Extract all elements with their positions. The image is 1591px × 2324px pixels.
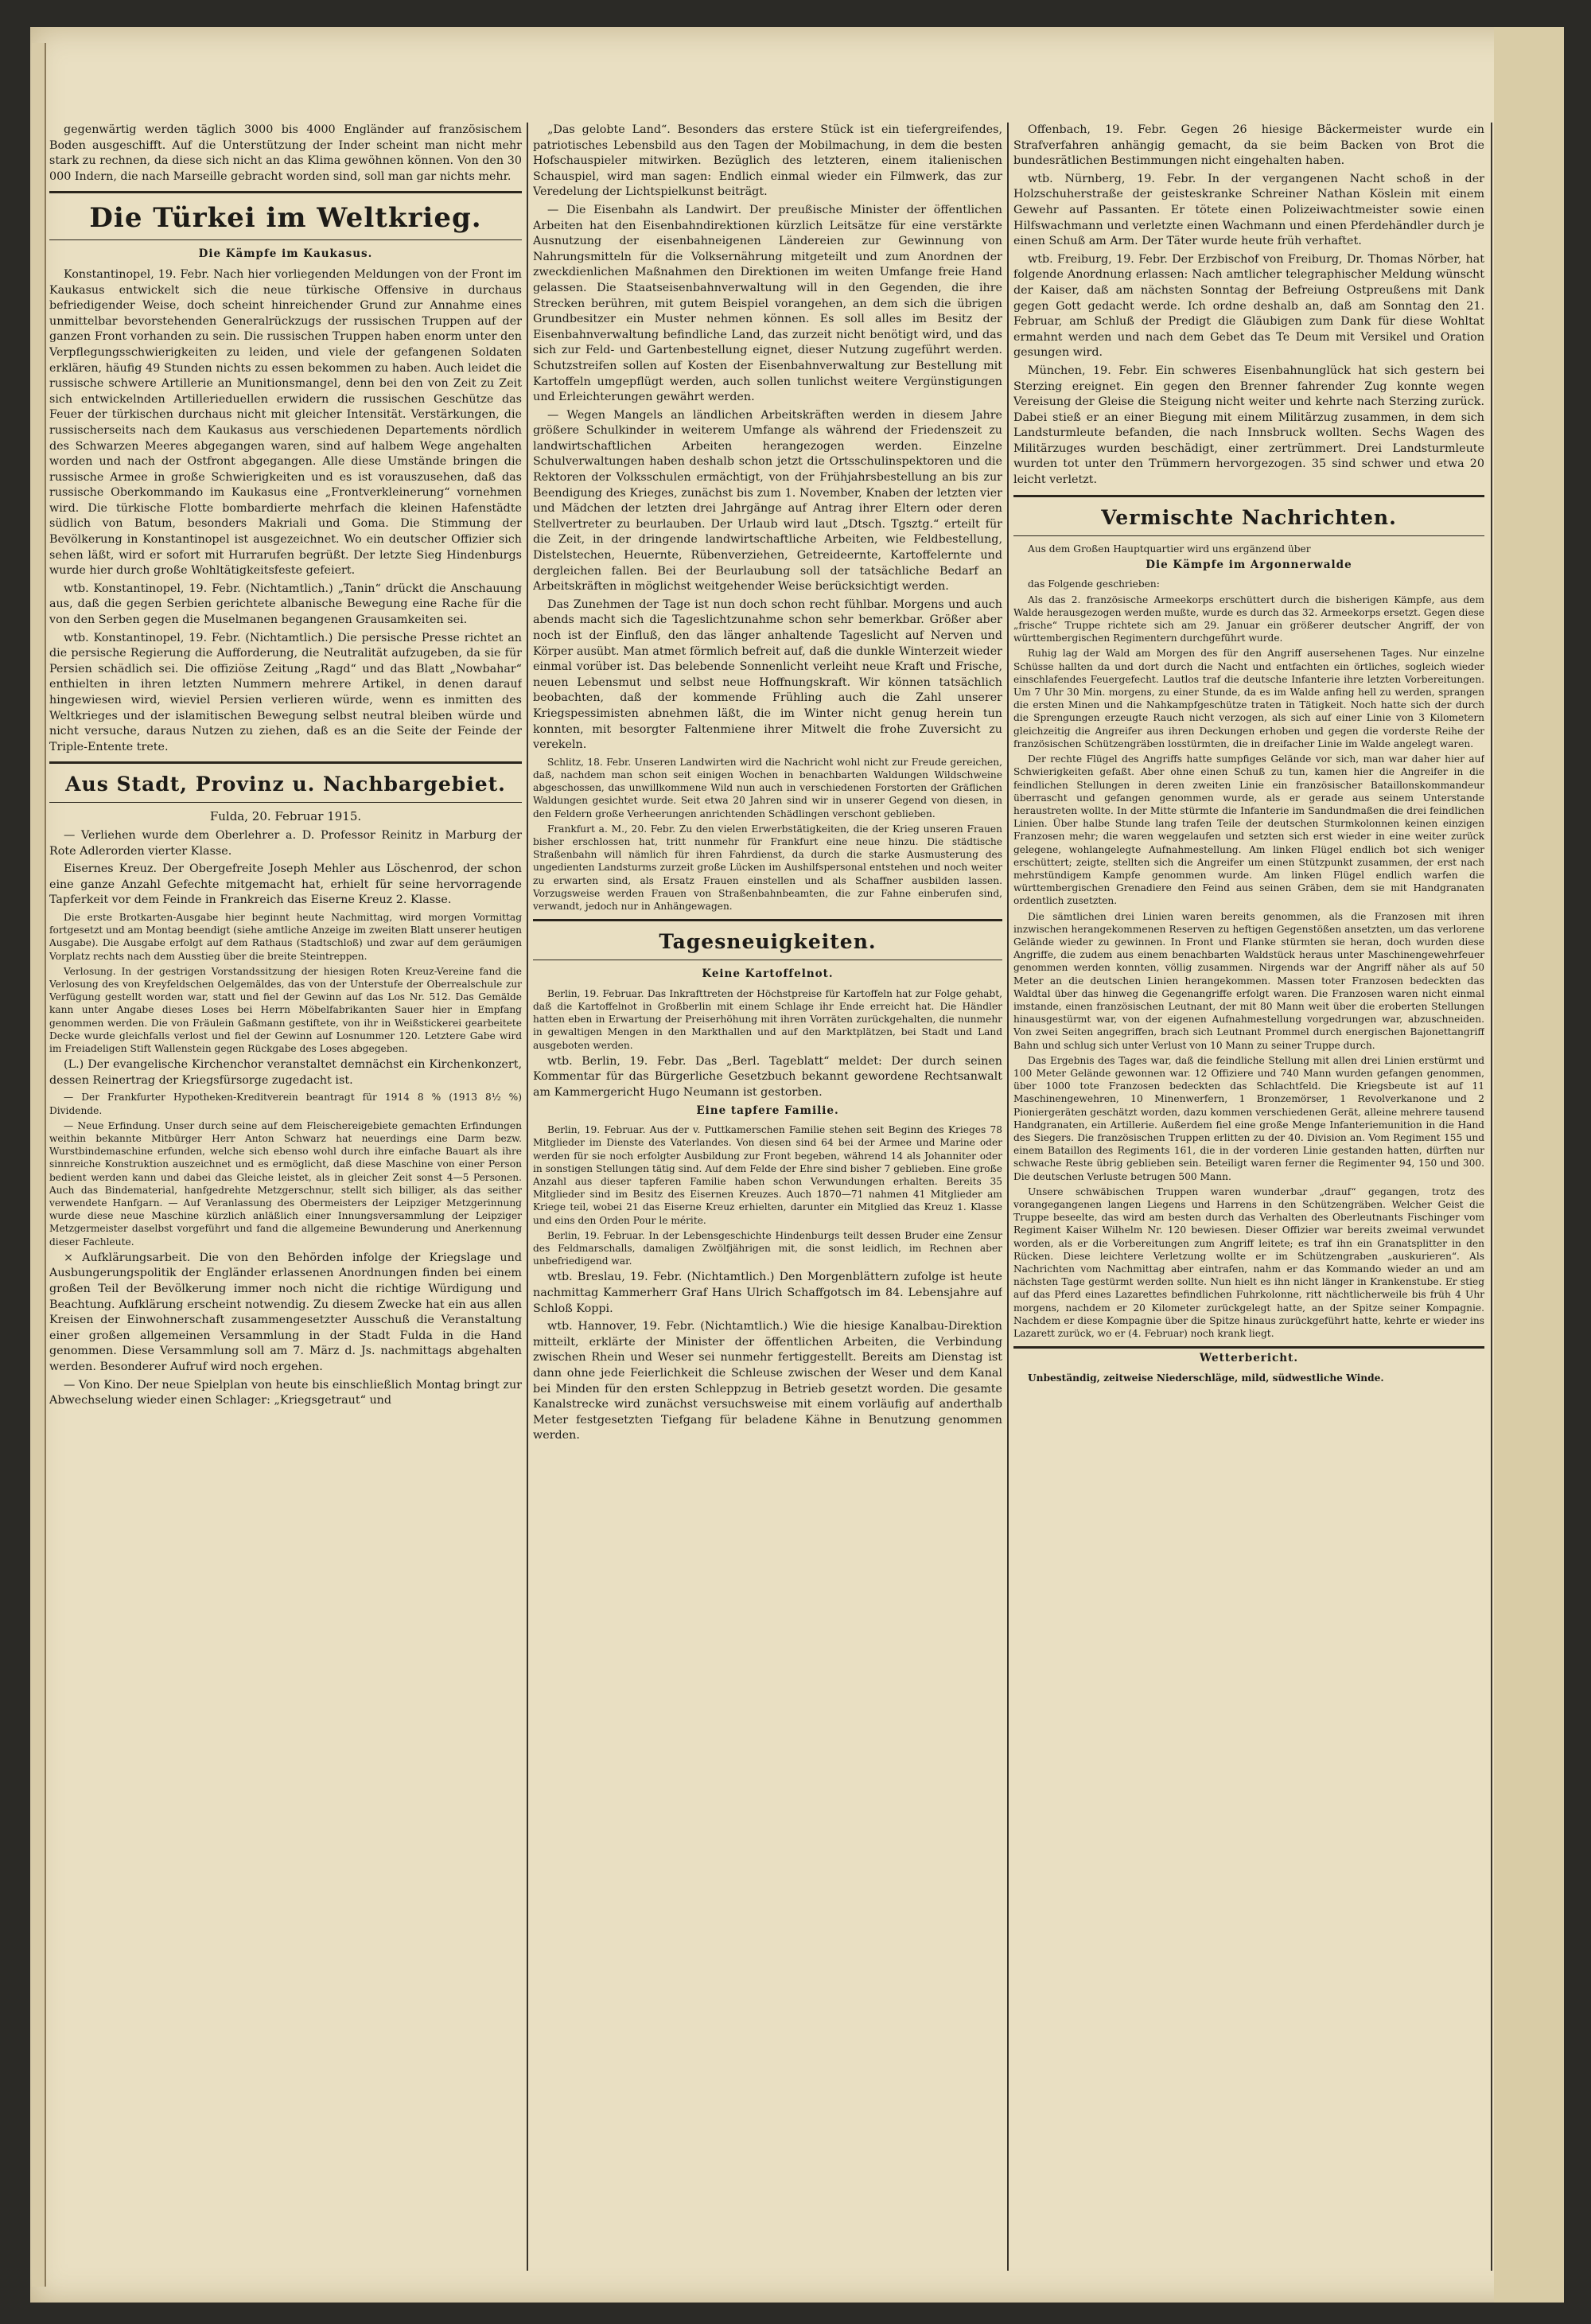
divider xyxy=(1013,1346,1484,1349)
divider xyxy=(49,761,522,764)
article-paragraph: Konstantinopel, 19. Febr. Nach hier vorliegenden Meldungen von der Front im Kaukasus entwickelt sich die neue türkische Offensive in durchaus befriedigender Weise, doch scheint hinreichender Grund zur Annahme eines unmittelbar bevorstehenden Generalrückzugs der russischen Truppen auf der ganzen Front vorhanden zu sein. Die russischen Truppen haben enorm unter den Verpflegungsschwierigkeiten zu leiden, und viele der gefangenen Soldaten erklären, häufig 49 Stunden nichts zu essen bekommen zu haben. Auch leidet die russische schwere Artillerie an Munitionsmangel, denn bei den von Zeit zu Zeit sich entwickelnden Artillerieduellen erwidern die russischen Geschütze das Feuer der türkischen durchaus nicht mit gleicher Intensität. Verstärkungen, die russischerseits nach dem Kaukasus aus verschiedenen Departements nördlich des Schwarzen Meeres abgegangen waren, sind auf halbem Wege angehalten worden und nach der Ostfront abgegangen. Alle diese Umstände bringen die russische Armee in große Schwierigkeiten und es ist vorauszusehen, daß das russische Oberkommando im Kaukasus eine „Frontverkleinerung“ vornehmen wird. Die türkische Flotte bombardierte mehrfach die kleinen Hafenstädte südlich von Batum, besonders Makriali und Goma. Die Stimmung der Bevölkerung in Konstantinopel ist ausgezeichnet. Wo ein deutscher Offizier sich sehen läßt, wird er sofort mit Hurrarufen begrüßt. Der letzte Sieg Hindenburgs wurde hier durch große Wohltätigkeitsfeste gefeiert. xyxy=(49,267,522,578)
divider xyxy=(49,802,522,803)
subheading: Eine tapfere Familie. xyxy=(696,1104,839,1117)
article-paragraph: Berlin, 19. Februar. Aus der v. Puttkamerschen Familie stehen seit Beginn des Krieges 78 Mitglieder im Dienste des Vaterlandes. Von diesen sind 64 bei der Armee und Marine oder werden für sie noch erfolgter Ausbildung zur Front begeben, während 14 als Johanniter oder in sonstigen Stellungen tätig sind. Auf dem Felde der Ehre sind bisher 7 geblieben. Eine große Anzahl aus dieser tapferen Familie haben schon Verwundungen erhalten. Bereits 35 Mitglieder sind im Besitz des Eisernen Kreuzes. Auch 1870—71 nahmen 41 Mitglieder am Kriege teil, wobei 21 das Eiserne Kreuz erhielten, darunter ein Mitglied das Kreuz 1. Klasse und eins den Orden Pour le mérite. xyxy=(533,1124,1002,1226)
article-paragraph: — Der Frankfurter Hypotheken-Kreditverein beantragt für 1914 8 % (1913 8½ %) Dividende. xyxy=(49,1092,522,1116)
article-paragraph: Die erste Brotkarten-Ausgabe hier beginnt heute Nachmittag, wird morgen Vormittag fortgesetzt und am Montag beendigt (siehe amtliche Anzeige im zweiten Blatt unserer heutigen Ausgabe). Die Ausgabe erfolgt auf dem Rathaus (Stadtschloß) und zwar auf dem geräumigen Vorplatz rechts nach dem Ausstieg über die breite Steintreppen. xyxy=(49,911,522,962)
article-paragraph: Die sämtlichen drei Linien waren bereits genommen, als die Franzosen mit ihren inzwischen herangekommenen Reserven zu heftigen Gegenstößen ansetzten, um das verlorene Gelände wieder zu gewinnen. In Front und Flanke stürmten sie heran, doch wurden diese Angriffe, die zudem aus einem benachbarten Waldstück heraus unter Maschinengewehrfeuer genommen werden konnten, völlig zusammen. Nirgends war der Angriff näher als auf 50 Meter an die deutschen Linien herangekommen. Massen toter Franzosen bedeckten das Waldtal über das hinweg die Gegenangriffe erfolgt waren. Die Franzosen waren nicht einmal imstande, einen französischen Leutnant, der mit 80 Mann weit über die eroberten Stellungen hinausgestürmt war, von der eigenen Aufnahmestellung vorgedrungen war, abzuschneiden. Von zwei Seiten angegriffen, brach sich Leutnant Prommel durch energischen Bajonettangriff Bahn und schlug sich unter Verlust von 10 Mann zu seiner Truppe durch. xyxy=(1013,910,1484,1051)
page-binding-edge xyxy=(32,43,46,2287)
newspaper-page xyxy=(30,27,1564,2303)
article-paragraph: — Neue Erfindung. Unser durch seine auf dem Fleischereigebiete gemachten Erfindungen weithin bekannte Mitbürger Herr Anton Schwarz hat neuerdings eine Darm bezw. Wurstbindemaschine erfunden, welche sich ebenso wohl durch ihre einfache Bauart als ihre sinnreiche Konstruktion auszeichnet und es ermöglicht, daß diese Maschine von einer Person bedient werden kann und dabei das Gleiche leistet, als in gleicher Zeit sonst 4—5 Personen. Auch das Bindematerial, hanfgedrehte Metzgerschnur, stellt sich billiger, als das seither verwendete Hanfgarn. — Auf Veranlassung des Obermeisters der Leipziger Metzgerinnung wurde diese neue Maschine kürzlich anläßlich einer Innungsversammlung der Leipziger Metzgermeister daselbst vorgeführt und fand die allgemeine Bewunderung und Anerkennung dieser Fachleute. xyxy=(49,1119,522,1248)
column-1 xyxy=(49,123,522,2279)
article-paragraph: Eisernes Kreuz. Der Obergefreite Joseph Mehler aus Löschenrod, der schon eine ganze Anzahl Gefechte mitgemacht hat, erhielt für seine hervorragende Tapferkeit vor dem Feinde in Frankreich das Eiserne Kreuz 2. Klasse. xyxy=(49,862,522,907)
article-paragraph: Offenbach, 19. Febr. Gegen 26 hiesige Bäckermeister wurde ein Strafverfahren anhängig gemacht, da sie beim Backen von Brot die bundesrätlichen Bestimmungen nicht eingehalten haben. xyxy=(1013,123,1484,168)
article-paragraph: das Folgende geschrieben: xyxy=(1028,578,1160,590)
article-paragraph: Berlin, 19. Februar. In der Lebensgeschichte Hindenburgs teilt dessen Bruder eine Zensur des Feldmarschalls, damaligen Zwölfjährigen mit, die sonst leidlich, im Rechnen aber unbefriedigend war. xyxy=(533,1229,1002,1267)
page-margin-right xyxy=(1494,27,1564,2303)
article-paragraph: wtb. Breslau, 19. Febr. (Nichtamtlich.) Den Morgenblättern zufolge ist heute nachmittag Kammerherr Graf Hans Ulrich Schaffgotsch im 84. Lebensjahre auf Schloß Koppi. xyxy=(533,1271,1002,1315)
article-paragraph: „Das gelobte Land“. Besonders das erstere Stück ist ein tiefergreifendes, patriotisches Lebensbild aus den Tagen der Mobilmachung, in dem die besten Hofschauspieler mitwirken. Bezüglich des letzteren, einem italienischen Schauspiel, wird man sagen: Endlich einmal wieder ein Filmwerk, das zur Veredelung der Lichtspielkunst beiträgt. xyxy=(533,123,1002,199)
article-paragraph: Das Zunehmen der Tage ist nun doch schon recht fühlbar. Morgens und auch abends macht sich die Tageslichtzunahme schon sehr bemerkbar. Größer aber noch ist der Einfluß, den das länger anhaltende Tageslicht auf Nerven und Körper ausübt. Man atmet förmlich befreit auf, daß die dunkle Winterzeit wieder einmal vorüber ist. Das belebende Sonnenlicht verleiht neue Kraft und Frische, neuen Lebensmut und selbst neue Hoffnungskraft. Wir können tatsächlich beobachten, daß der kommende Frühling auch die Zahl unserer Kriegspessimisten abnehmen läßt, die im Winter nicht genug herein tun konnten, mit besorgter Faltenmiene ihrer Mitwelt die frohe Zuversicht zu verekeln. xyxy=(533,598,1002,752)
subheading: Wetterbericht. xyxy=(1199,1352,1299,1365)
article-paragraph: × Aufklärungsarbeit. Die von den Behörden infolge der Kriegslage und Ausbungerungspolitik der Engländer erlassenen Anordnungen finden bei einem großen Teil der Bevölkerung immer noch nicht die richtige Würdigung und Beachtung. Aufklärung erscheint notwendig. Zu diesem Zwecke hat ein aus allen Kreisen der Einwohnerschaft zusammengesetzter Ausschuß die Veranstaltung einer großen allgemeinen Versammlung in der Stadt Fulda in die Hand genommen. Diese Versammlung soll am 7. März d. Js. nachmittags abgehalten werden. Besonderer Aufruf wird noch ergehen. xyxy=(49,1251,522,1373)
article-paragraph: Verlosung. In der gestrigen Vorstandssitzung der hiesigen Roten Kreuz-Vereine fand die Verlosung des von Kreyfeldschen Oelgemäldes, das von der Unterstufe der Oberrealschule zur Verfügung gestellt worden war, statt und fiel der Gewinn auf das Los Nr. 512. Das Gemälde kann unter Angabe dieses Loses bei Herrn Möbelfabrikanten Sauer hier in Empfang genommen werden. Die von Fräulein Gaßmann gestiftete, von ihr in Weißstickerei gearbeitete Decke wurde gleichfalls verlost und fiel der Gewinn auf Losnummer 120. Letztere Gabe wird im Freiadeligen Stift Wallenstein gegen Rückgabe des Loses abgegeben. xyxy=(49,965,522,1054)
article-paragraph: Das Ergebnis des Tages war, daß die feindliche Stellung mit allen drei Linien erstürmt und 100 Meter Gelände gewonnen war. 12 Offiziere und 740 Mann wurden gefangen genommen, über 1000 tote Franzosen bedeckten das Schlachtfeld. Die Kriegsbeute ist auf 11 Maschinengewehren, 10 Minenwerfern, 1 Bronzemörser, 1 Revolverkanone und 2 Pioniergeräten geschätzt worden, dazu kommen verschiedenen Gerät, alleine mehrere tausend Handgranaten, ein Artillerie. Außerdem fiel eine große Menge Infanteriemunition in die Hand des Siegers. Die französischen Truppen erlitten zu der 40. Division an. Vom Regiment 155 und einem Bataillon des Regiments 161, die in der vorderen Linie gestanden hatten, dürften nur schwache Reste übrig geblieben sein. Beteiligt waren ferner die Regimenter 94, 150 und 300. Die deutschen Verluste betrugen 500 Mann. xyxy=(1013,1054,1484,1182)
column-2 xyxy=(533,123,1002,2279)
divider xyxy=(1013,495,1484,497)
article-paragraph: wtb. Nürnberg, 19. Febr. In der vergangenen Nacht schoß in der Holzschuherstraße der geisteskranke Schreiner Nathan Köslein mit einem Gewehr auf Passanten. Er tötete einen Polizeiwachtmeister sowie einen Hilfswachmann und verletzte einen Wachmann und einen Pferdehändler durch je einen Schuß am Arm. Der Täter wurde heute früh verhaftet. xyxy=(1013,172,1484,248)
article-paragraph: Schlitz, 18. Febr. Unseren Landwirten wird die Nachricht wohl nicht zur Freude gereichen, daß, nachdem man schon seit einigen Wochen in benachbarten Waldungen Wildschweine abgeschossen, das unwillkommene Wild nun auch in verschiedenen Forstorten der Gräflichen Waldungen gesichtet wurde. Seit etwa 20 Jahren sind wir in unserer Gegend von diesen, in den Feldern große Verheerungen anrichtenden Schädlingen verschont geblieben. xyxy=(533,756,1002,819)
weather-report: Unbeständig, zeitweise Niederschläge, mild, südwestliche Winde. xyxy=(1028,1372,1384,1384)
article-paragraph: wtb. Hannover, 19. Febr. (Nichtamtlich.) Wie die hiesige Kanalbau-Direktion mitteilt, erklärte der Minister der öffentlichen Arbeiten, die Verbindung zwischen Rhein und Weser sei nunmehr fertiggestellt. Bereits am Dienstag ist dann ohne jede Feierlichkeit die Schleuse zwischen der Weser und dem Kanal bei Minden für den ersten Schleppzug in Betrieb gesetzt worden. Die gesamte Kanalstrecke wird zunächst versuchsweise mit einem vorläufig auf anderthalb Meter festgesetzten Tiefgang für beladene Kähne in Benutzung genommen werden. xyxy=(533,1320,1002,1442)
section-heading: Aus Stadt, Provinz u. Nachbargebiet. xyxy=(65,773,506,796)
article-paragraph: Ruhig lag der Wald am Morgen des für den Angriff ausersehenen Tages. Nur einzelne Schüsse hallten da und dort durch die Nacht und entfachten ein örtliches, sogleich wieder einschlafendes Feuergefecht. Lautlos traf die deutsche Infanterie ihre letzten Vorbereitungen. Um 7 Uhr 30 Min. morgens, zu einer Stunde, da es im Walde anfing hell zu werden, sprangen die ersten Minen und die Nahkampfgeschütze traten in Tätigkeit. Noch hatte sich der durch die Sprengungen erzeugte Rauch nicht verzogen, als sich auf einer Linie von 3 Kilometern gleichzeitig die Angreifer aus ihren Deckungen erhoben und gegen die vorderste Reihe der französischen Schützengräben losstürmten, die in dreifacher Linie im Walde angelegt waren. xyxy=(1013,648,1484,749)
subheading: Die Kämpfe im Kaukasus. xyxy=(198,247,373,261)
article-paragraph: — Wegen Mangels an ländlichen Arbeitskräften werden in diesem Jahre größere Schulkinder in weiterem Umfange als während der Friedenszeit zu landwirtschaftlichen Arbeiten herangezogen werden. Einzelne Schulverwaltungen haben deshalb schon jetzt die Ortsschulinspektoren und die Rektoren der Volksschulen ermächtigt, von der Frühjahrsbestellung an bis zur Beendigung des Krieges, zunächst bis zum 1. November, Knaben der letzten vier und Mädchen der letzten drei Jahrgänge auf Antrag ihrer Eltern oder deren Stellvertreter zu beurlauben. Der Urlaub wird laut „Dtsch. Tgsztg.“ erteilt für die Zeit, in der dringende landwirtschaftliche Arbeiten, wie Feldbestellung, Distelstechen, Heuernte, Rübenverziehen, Getreideernte, Kartoffelernte und dergleichen fallen. Bei der Beurlaubung soll der tatsächliche Bedarf an Arbeitskräften in möglichst weitgehender Weise berücksichtigt werden. xyxy=(533,408,1002,594)
article-paragraph: wtb. Berlin, 19. Febr. Das „Berl. Tageblatt“ meldet: Der durch seinen Kommentar für das Bürgerliche Gesetzbuch bekannt gewordene Rechtsanwalt am Kammergericht Hugo Neumann ist gestorben. xyxy=(533,1054,1002,1099)
article-paragraph: Berlin, 19. Februar. Das Inkrafttreten der Höchstpreise für Kartoffeln hat zur Folge gehabt, daß die Kartoffelnot in Großberlin mit einem Schlage ihr Ende erreicht hat. Die Händler hatten eben in Erwartung der Preiserhöhung mit ihren Vorräten zurückgehalten, die nunmehr in gewaltigen Mengen in den Markthallen und auf den Marktplätzen, bei Stadt und Land ausgeboten werden. xyxy=(533,987,1002,1051)
subheading: Die Kämpfe im Argonnerwalde xyxy=(1146,558,1352,571)
column-3 xyxy=(1013,123,1484,2279)
divider xyxy=(1013,535,1484,536)
article-paragraph: Unsere schwäbischen Truppen waren wunderbar „drauf“ gegangen, trotz des vorangegangenen langen Liegens und Harrens in den Schützengräben. Welcher Geist die Truppe beseelte, das wird am besten durch das Verhalten des Oberleutnants Fischinger vom Regiment Kaiser Wilhelm Nr. 120 bewiesen. Dieser Offizier war bereits zweimal verwundet worden, als er die Vorbereitungen zum Angriff leitete; es traf ihn ein Granatsplitter in den Rücken. Diese leichtere Verletzung wollte er im Schützengraben „auskurieren“. Als Nachrichten vom Nachmittag aber eintrafen, nahm er das Kommando wieder an und am nächsten Tage gestürmt werden sollte. Nun hielt es ihn nicht länger in Krankenstube. Er stieg auf das Pferd eines Lazarettes befindlichen Fuhrkolonne, ritt nächtlicherweile bis früh 4 Uhr morgens, nachdem er 20 Kilometer zurückgelegt hatte, an der Spitze seiner Kompagnie. Nachdem er diese Kompagnie über die Spitze hinaus zurückgeführt hatte, kehrte er wieder ins Lazarett zurück, wo er (4. Februar) noch krank liegt. xyxy=(1013,1185,1484,1340)
article-paragraph: München, 19. Febr. Ein schweres Eisenbahnunglück hat sich gestern bei Sterzing ereignet. Ein gegen den Brenner fahrender Zug konnte wegen Vereisung der Gleise die Steigung nicht weiter und kehrte nach Sterzing zurück. Dabei stieß er an einer Biegung mit einem Militärzug zusammen, in dem sich Landsturmleute befanden, die nach Innsbruck wollten. Sechs Wagen des Militärzuges wurden beschädigt, einer zertrümmert. Drei Landsturmleute wurden tot unter den Trümmern hervorgezogen. 35 sind schwer und etwa 20 leicht verletzt. xyxy=(1013,364,1484,487)
article-paragraph: (L.) Der evangelische Kirchenchor veranstaltet demnächst ein Kirchenkonzert, dessen Reinertrag der Kriegsfürsorge zugedacht ist. xyxy=(49,1058,522,1087)
section-heading: Die Türkei im Weltkrieg. xyxy=(89,202,482,235)
divider xyxy=(49,239,522,240)
divider xyxy=(533,919,1002,921)
article-paragraph: — Verliehen wurde dem Oberlehrer a. D. Professor Reinitz in Marburg der Rote Adlerorden vierter Klasse. xyxy=(49,828,522,858)
article-paragraph: wtb. Konstantinopel, 19. Febr. (Nichtamtlich.) „Tanin“ drückt die Anschauung aus, daß die gegen Serbien gerichtete albanische Bewegung eine Rache für die von den Serben gegen die Muselmanen begangenen Grausamkeiten sei. xyxy=(49,582,522,627)
article-paragraph: wtb. Freiburg, 19. Febr. Der Erzbischof von Freiburg, Dr. Thomas Nörber, hat folgende Anordnung erlassen: Nach amtlicher telegraphischer Meldung wünscht der Kaiser, daß am nächsten Sonntag der Befreiung Ostpreußens mit Dank gegen Gott gedacht werde. Ich ordne deshalb an, daß am Sonntag den 21. Februar, am Schluß der Predigt die Gläubigen zum Dank für diese Wohltat ermahnt werden und nach dem Gebet das Te Deum mit Versikel und Oration gesungen wird. xyxy=(1013,252,1484,360)
column-rule xyxy=(527,123,528,2271)
column-rule xyxy=(1007,123,1009,2271)
column-rule xyxy=(1491,123,1492,2271)
subheading: Keine Kartoffelnot. xyxy=(702,967,834,981)
divider xyxy=(49,191,522,193)
article-paragraph: wtb. Konstantinopel, 19. Febr. (Nichtamtlich.) Die persische Presse richtet an die persische Regierung die Aufforderung, die Neutralität aufzugeben, da sie für Persien schädlich sei. Die offiziöse Zeitung „Ragd“ und das Blatt „Nowbahar“ enthielten in ihren letzten Nummern mehrere Artikel, in denen darauf hingewiesen wird, wieviel Persien verlieren würde, wenn es inmitten des Weltkrieges und der islamitischen Bewegung selbst neutral bleiben würde und nicht versuche, daraus Nutzen zu ziehen, daß es an die Seite der Feinde der Triple-Entente trete. xyxy=(49,631,522,753)
article-paragraph: — Von Kino. Der neue Spielplan von heute bis einschließlich Montag bringt zur Abwechselung wieder einen Schlager: „Kriegsgetraut“ und xyxy=(49,1378,522,1407)
section-heading: Tagesneuigkeiten. xyxy=(659,930,877,954)
article-paragraph: Der rechte Flügel des Angriffs hatte sumpfiges Gelände vor sich, man war daher hier auf Schwierigkeiten gefaßt. Aber ohne einen Schuß zu tun, kamen hier die Angreifer in die feindlichen Stellungen in deren zweiten Linie ein französischer Bataillonskommandeur überrascht und gefangen genommen wurde, als er gerade aus seinem Unterstande heraustreten wollte. In der Mitte stürmte die Infanterie im Sandundmaßen die drei feindlichen Linien. Über halbe Stunde lang trafen Teile der deutschen Sturmkolonnen keinen einzigen Franzosen mehr; die waren weggelaufen und setzten sich erst wieder in eine weiter zurück gelegene, wohlangelegte Aufnahmestellung. Am linken Flügel endlich bot sich weniger erschüttert; zeigte, stellten sich die Angreifer um einen Stützpunkt zusammen, der erst nach mehrstündigem Kampfe genommen wurde. Am linken Flügel endlich warfen die württembergischen Grenadiere den Feind aus seinen Gräben, dem sie mit Handgranaten ordentlich zusetzten. xyxy=(1013,753,1484,907)
article-paragraph: Frankfurt a. M., 20. Febr. Zu den vielen Erwerbstätigkeiten, die der Krieg unseren Frauen bisher erschlossen hat, tritt nunmehr für Frankfurt eine neue hinzu. Die städtische Straßenbahn will nämlich für ihren Fahrdienst, da durch die starke Ausmusterung des ungedienten Landsturms zurzeit große Lücken im Aushilfspersonal entstehen und noch weiter zu erwarten sind, als Ersatz Frauen einstellen und als Schaffner ausbilden lassen. Vorzugsweise werden Frauen von Straßenbahnbeamten, die zur Fahne einberufen sind, verwandt, jedoch nur in Anhängewagen. xyxy=(533,823,1002,912)
article-paragraph: Als das 2. französische Armeekorps erschüttert durch die bisherigen Kämpfe, aus dem Walde herausgezogen werden mußte, wurde es durch das 32. Armeekorps ersetzt. Gegen diese „frische“ Truppe richtete sich am 29. Januar ein größerer deutscher Angriff, der von württembergischen Regimentern durchgeführt wurde. xyxy=(1013,594,1484,644)
dateline: Fulda, 20. Februar 1915. xyxy=(209,809,362,824)
article-paragraph: Aus dem Großen Hauptquartier wird uns ergänzend über xyxy=(1028,543,1311,555)
article-paragraph: — Die Eisenbahn als Landwirt. Der preußische Minister der öffentlichen Arbeiten hat den Eisenbahndirektionen kürzlich Leitsätze für eine verstärkte Ausnutzung der eisenbahneigenen Ländereien zur Gewinnung von Nahrungsmitteln für die Volksernährung mitgeteilt und zum Anordnen der zweckdienlichen Maßnahmen den Direktionen im weiten Umfange freie Hand gelassen. Die Staatseisenbahnverwaltung will in den Gegenden, die ihre Strecken berühren, mit gutem Beispiel vorangehen, an dem sich die übrigen Grundbesitzer ein Muster nehmen können. Es soll alles im Besitz der Eisenbahnverwaltung befindliche Land, das zurzeit nicht benötigt wird, und das sich zur Feld- und Gartenbestellung eignet, dieser Nutzung zugeführt werden. Schutzstreifen sollen auf Kosten der Eisenbahnverwaltung zur Bestellung mit Kartoffeln umgepflügt werden, auch sollen tunlichst weitere Vergünstigungen und Erleichterungen gewährt werden. xyxy=(533,203,1002,404)
paragraph: gegenwärtig werden täglich 3000 bis 4000 Engländer auf französischem Boden ausgeschifft. Auf die Unterstützung der Inder scheint man nicht mehr stark zu rechnen, da diese sich nicht an das Klima gewöhnen können. Von den 30 000 Indern, die nach Marseille gebracht worden sind, soll man gar nichts mehr. xyxy=(49,123,522,183)
section-heading: Vermischte Nachrichten. xyxy=(1101,505,1397,529)
